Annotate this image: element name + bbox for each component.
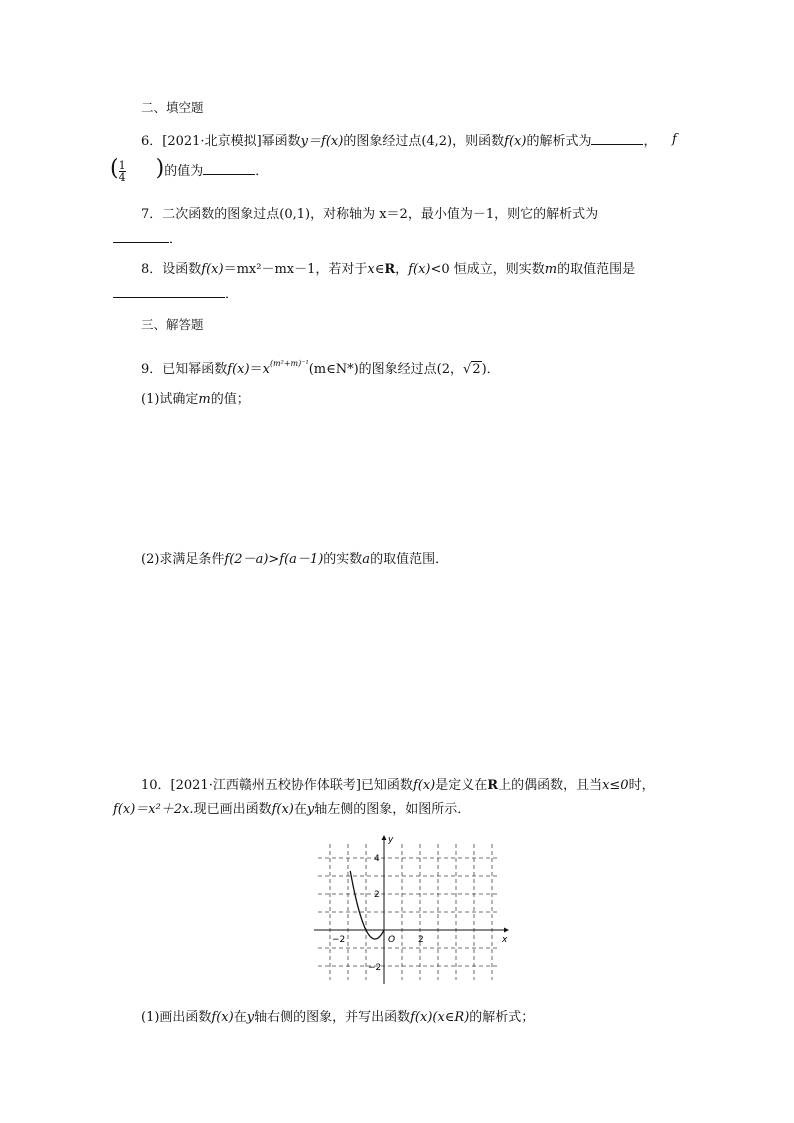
question-8-line2: ． [113,285,238,303]
question-8-text: 8．设函数f(x)＝mx²－mx－1，若对于x∈R，f(x)<0 恒成立，则实数m的取值范围是 [141,262,636,277]
question-7-line2: ． [113,230,182,248]
section-title-answer: 三、解答题 [141,317,204,332]
tick-y-2: 2 [374,890,380,900]
function-graph [312,832,512,988]
q6-answer-blank-2[interactable] [203,162,255,175]
parabola-left-curve [350,871,384,939]
question-9-part-2: (2)求满足条件f(2－a)>f(a－1)的实数a的取值范围． [141,552,449,567]
question-6-line2: ( $\frac{1}{4}$ )的值为 ． [110,156,269,184]
x-axis-label: x [502,935,508,945]
q6-answer-blank-1[interactable] [591,132,643,145]
section-title-fill-in: 二、填空题 [141,100,204,115]
tick-y-neg2: −2 [368,963,382,973]
question-9-text: 9．已知幂函数$f(x)=x^{(m^2+m)^{-1}}(m\in N*)$的图象经过点(2，√2)． [141,359,500,377]
q6-source: [2021·北京模拟] [162,134,262,149]
grid-lines [318,844,498,980]
q10-source: [2021·江西赣州五校协作体联考] [170,778,361,793]
question-7-text: 7．二次函数的图象过点(0,1)，对称轴为 x＝2，最小值为－1，则它的解析式为 [141,207,599,222]
tick-x-neg2: −2 [332,935,346,945]
q6-fraction: $\frac{1}{4}$ [118,159,126,184]
question-6-line1: 6．[2021·北京模拟]幂函数y＝f(x)的图象经过点(4,2)，则函数f(x)的解析式为 ， [141,134,657,149]
question-10-part-1: (1)画出函数f(x)在y轴右侧的图象，并写出函数f(x)(x∈R)的解析式； [141,1010,535,1025]
x-axis-arrow [504,928,509,933]
tick-y-4: 4 [374,854,380,864]
y-axis-label: y [388,835,394,845]
question-10-line2: f(x)＝x²＋2x.现已画出函数f(x)在y轴左侧的图象，如图所示． [113,802,471,817]
question-9-part-1: (1)试确定m的值； [141,392,250,407]
q7-answer-blank[interactable] [113,230,169,243]
q6-function-f: f [672,132,677,147]
y-axis-arrow [382,835,387,840]
tick-x-2: 2 [418,935,424,945]
origin-label: O [388,935,396,945]
q9-sqrt: √2 [463,362,481,377]
q8-answer-blank[interactable] [113,285,225,298]
question-10-line1: 10．[2021·江西赣州五校协作体联考]已知函数f(x)是定义在R上的偶函数，且当x≤0时， [141,778,655,793]
q9-exponent: (m²+m)⁻¹ [269,359,309,368]
q6-number: 6． [141,134,163,149]
